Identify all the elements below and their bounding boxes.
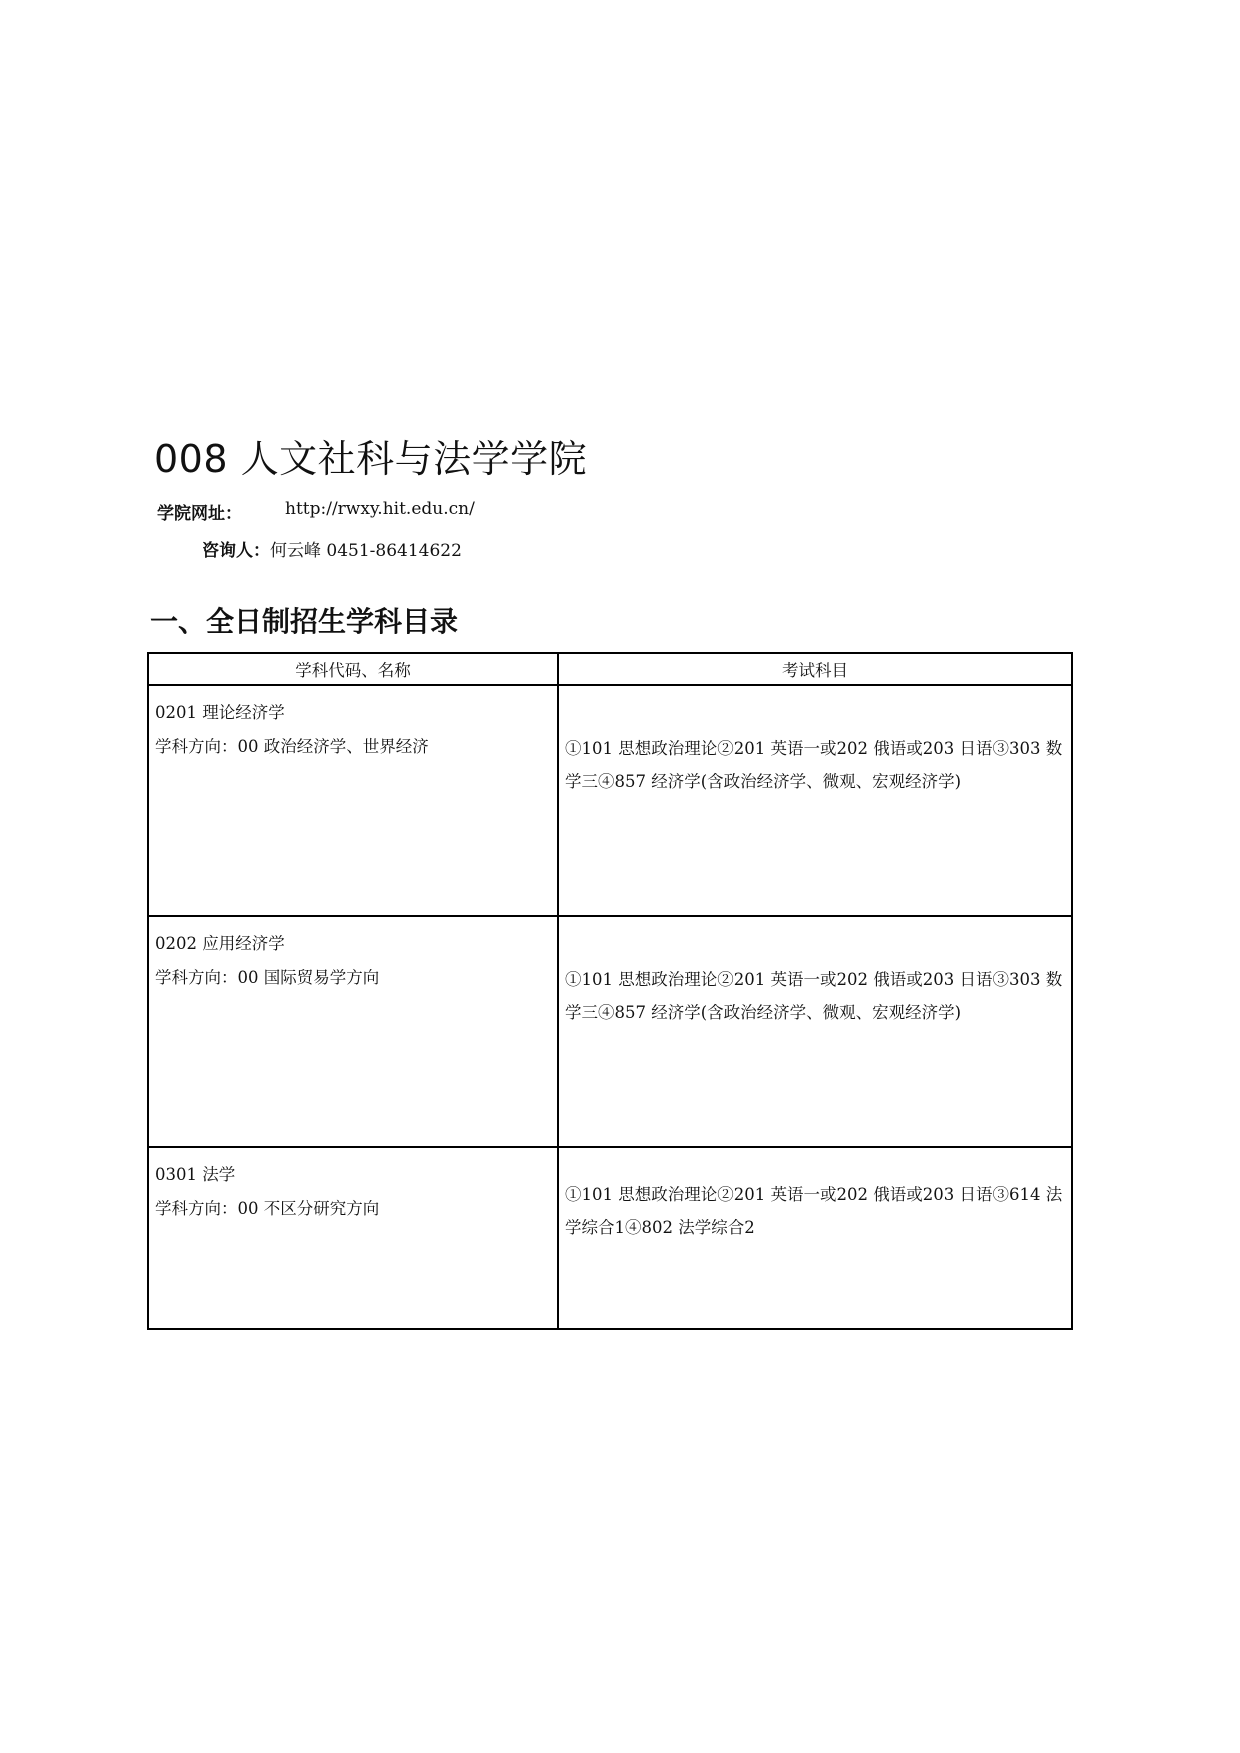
section-heading: 一、全日制招生学科目录 [150,605,459,638]
exam-cell: ①101 思想政治理论②201 英语一或202 俄语或203 日语③303 数学三④857 经济学(含政治经济学、微观、宏观经济学) [558,916,1072,1147]
subject-name: 0202 应用经济学 [155,934,285,953]
contact-row [202,536,462,561]
subject-cell [148,916,558,1147]
table-row [148,916,1072,1147]
header-exam: 考试科目 [558,653,1072,685]
table-row [148,1147,1072,1329]
table-header-row [148,653,1072,685]
subject-direction: 学科方向：00 政治经济学、世界经济 [155,737,429,756]
table-row [148,685,1072,916]
website-row [157,499,475,524]
subject-name: 0201 理论经济学 [155,703,285,722]
website-label: 学院网址： [157,504,242,524]
header-subject: 学科代码、名称 [148,653,558,685]
contact-value: 何云峰 0451-86414622 [270,541,462,561]
website-url[interactable]: http://rwxy.hit.edu.cn/ [285,499,475,519]
page-title: 008 人文社科与法学学院 [154,437,588,481]
subject-cell [148,1147,558,1329]
subject-direction: 学科方向：00 不区分研究方向 [155,1199,380,1218]
subject-name: 0301 法学 [155,1165,236,1184]
subject-catalog-table [147,652,1073,1330]
contact-label: 咨询人： [202,541,270,561]
subject-cell [148,685,558,916]
exam-cell: ①101 思想政治理论②201 英语一或202 俄语或203 日语③614 法学综合1④802 法学综合2 [558,1147,1072,1329]
subject-direction: 学科方向：00 国际贸易学方向 [155,968,380,987]
exam-cell: ①101 思想政治理论②201 英语一或202 俄语或203 日语③303 数学三④857 经济学(含政治经济学、微观、宏观经济学) [558,685,1072,916]
